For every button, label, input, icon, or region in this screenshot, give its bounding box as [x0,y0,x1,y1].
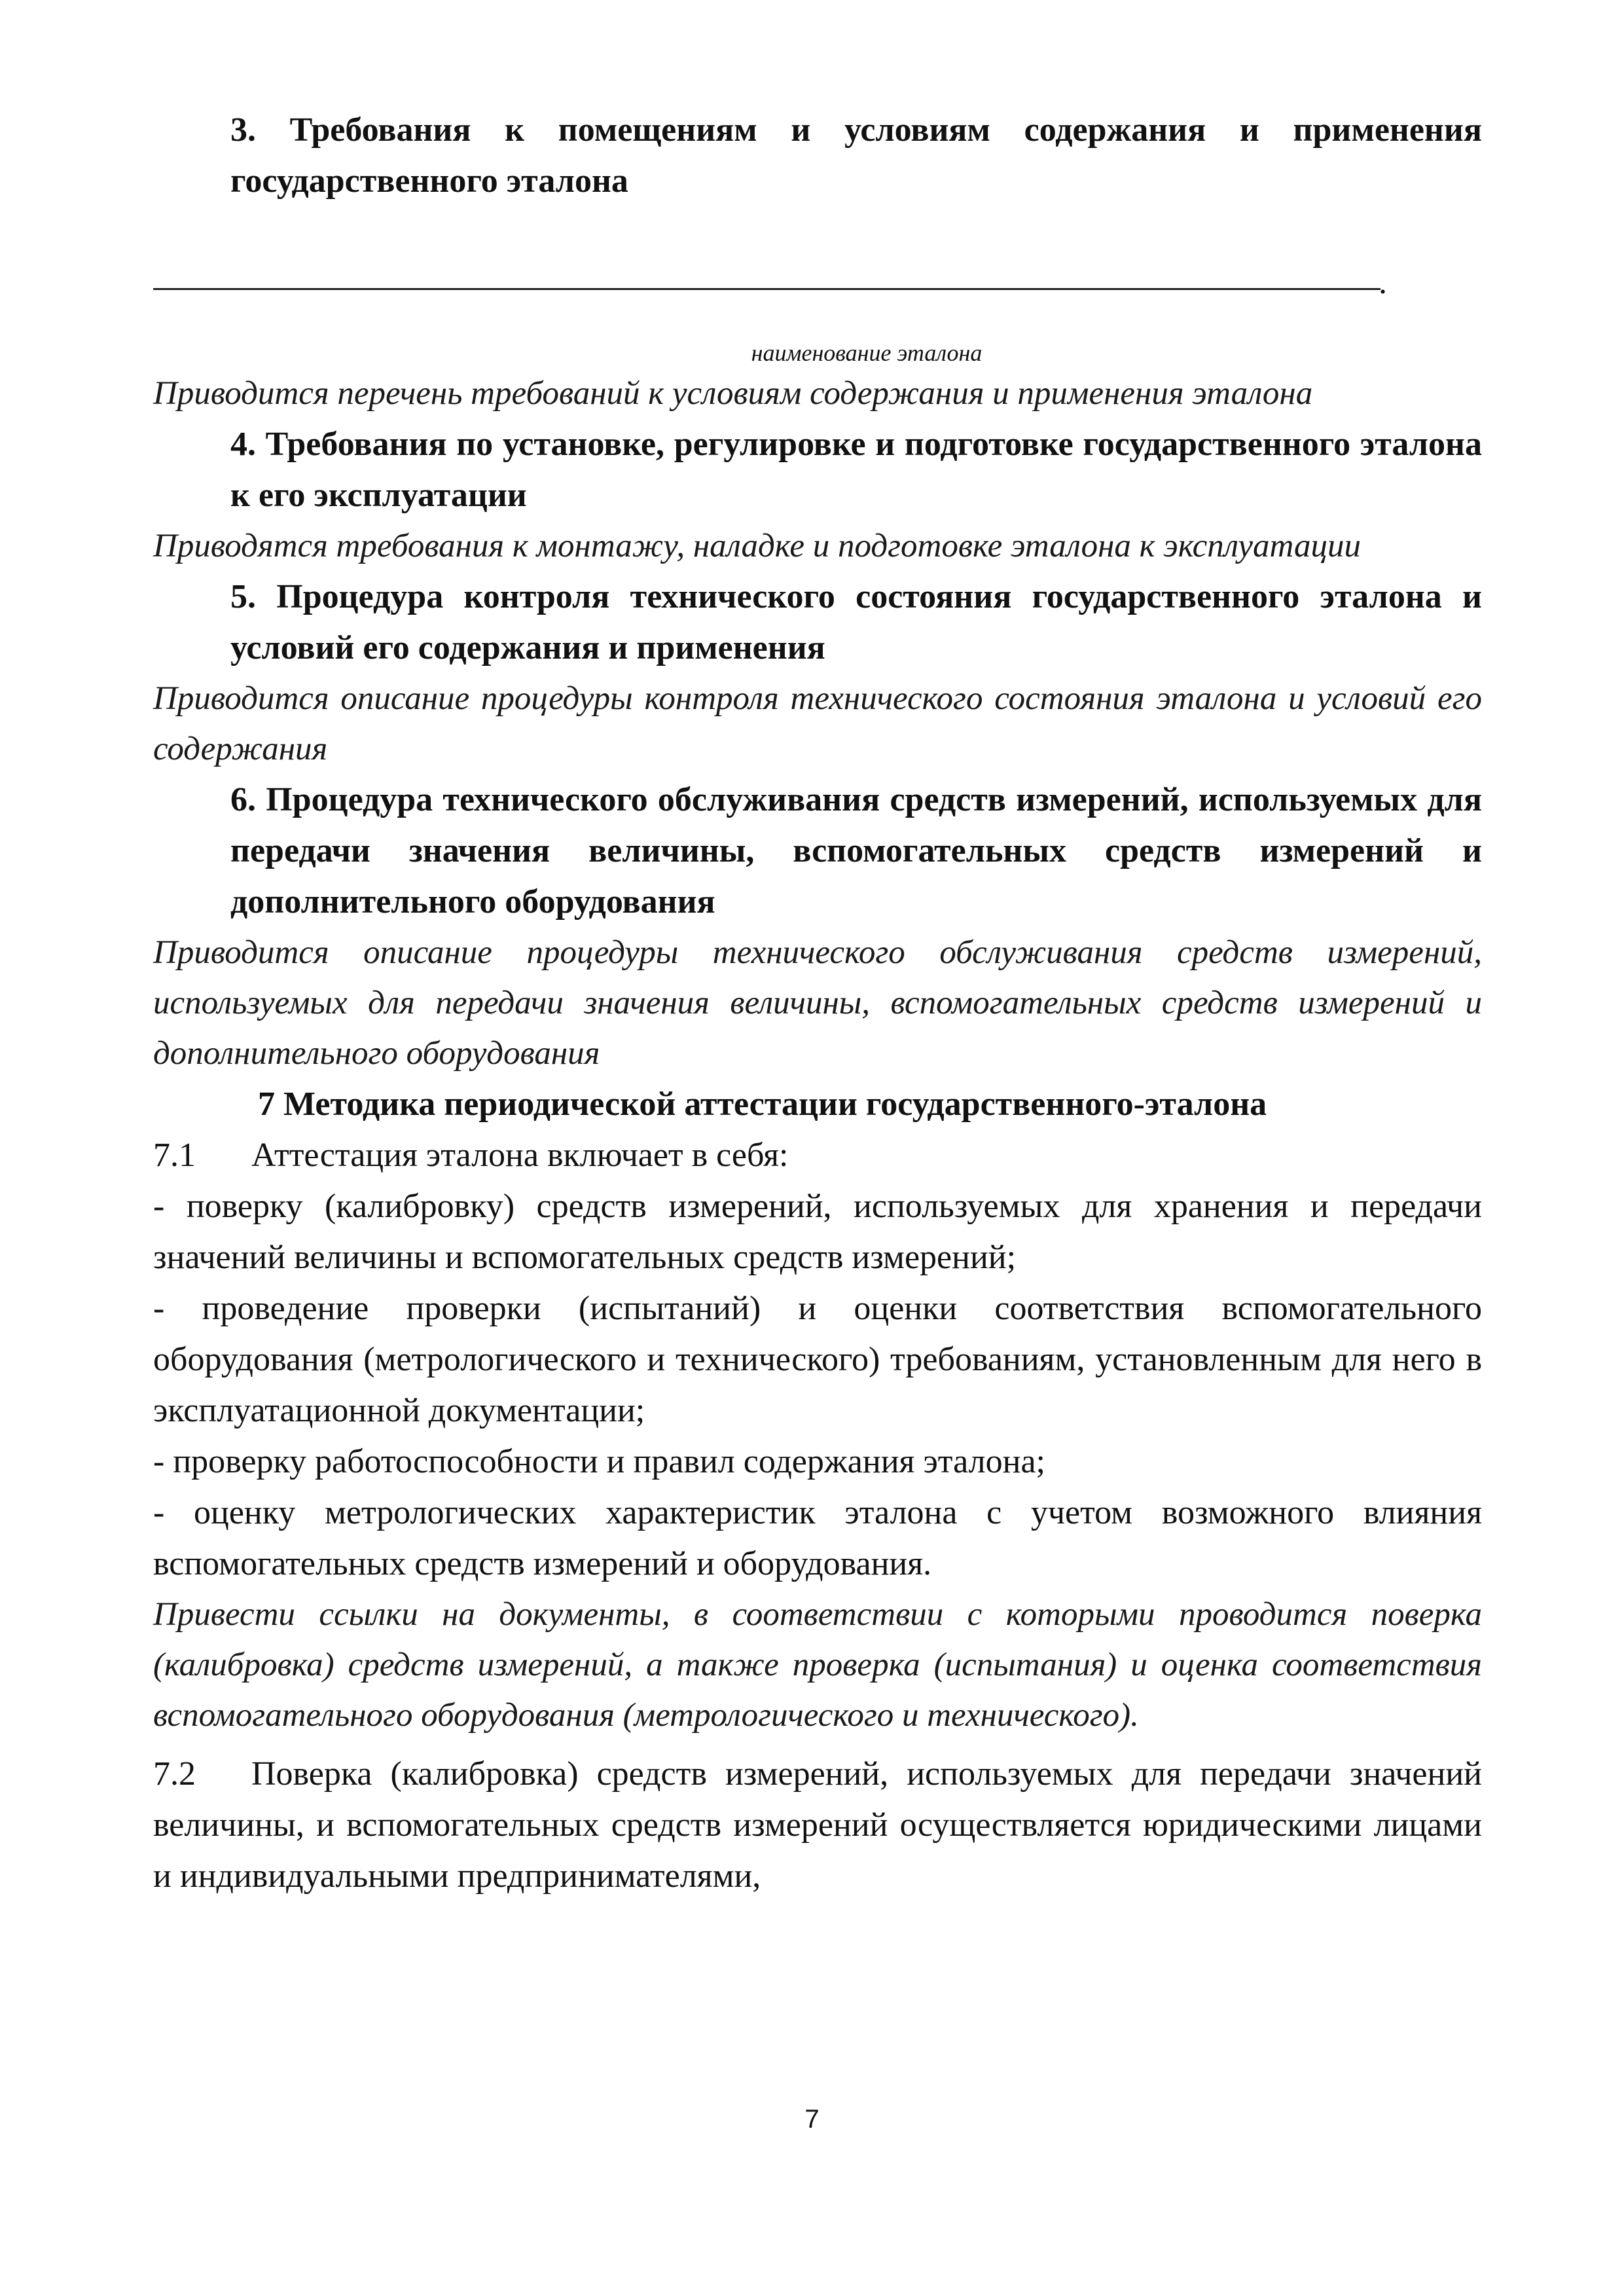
paragraph-7-2-text: Поверка (калибровка) средств измерений, используемых для передачи значений величины, и вспомогательных средств измерений осуществляется юридическими лицами и индивидуальными предпринимателями, [153,1755,1482,1895]
section-7-note: Привести ссылки на документы, в соответствии с которыми проводится поверка (калибровка) средств измерений, а также проверка (испытания) и оценка соответствия вспомогательного оборудования (метрологического и технического). [153,1596,1482,1734]
list-item: - проведение проверки (испытаний) и оценки соответствия вспомогательного оборудования (метрологического и технического) требованиям, установленным для него в эксплуатационной документации; [153,1290,1482,1429]
blank-line-caption: наименование эталона [751,340,983,366]
paragraph-7-1-number: 7.1 [153,1137,196,1174]
paragraph-7-2 [153,1749,1482,1902]
section-6-heading: 6. Процедура технического обслуживания средств измерений, используемых для передачи значения величины, вспомогательных средств измерений и дополнительного оборудования [230,781,1482,920]
blank-line-dot: . [1379,264,1387,301]
blank-standard-name-line [153,264,1387,301]
paragraph-7-2-number: 7.2 [153,1755,196,1793]
section-7-heading: 7 Методика периодической аттестации государственного-эталона [258,1085,1267,1123]
list-item: - проверку работоспособности и правил содержания эталона; [153,1443,1045,1480]
list-item: - поверку (калибровку) средств измерений, используемых для хранения и передачи значений величины и вспомогательных средств измерений; [153,1188,1482,1276]
section-3-heading: 3. Требования к помещениям и условиям содержания и применения государственного эталона [230,111,1482,200]
section-5-note: Приводится описание процедуры контроля технического состояния эталона и условий его содержания [153,680,1482,767]
page-number: 7 [804,2105,820,2134]
section-6-note: Приводится описание процедуры технического обслуживания средств измерений, используемых для передачи значения величины, вспомогательных средств измерений и дополнительного оборудования [153,934,1482,1072]
section-4-heading: 4. Требования по установке, регулировке и подготовке государственного эталона к его эксплуатации [230,426,1482,514]
list-item: - оценку метрологических характеристик эталона с учетом возможного влияния вспомогательных средств измерений и оборудования. [153,1494,1482,1582]
section-5-heading: 5. Процедура контроля технического состояния государственного эталона и условий его содержания и применения [230,578,1482,666]
section-4-note: Приводятся требования к монтажу, наладке и подготовке эталона к эксплуатации [153,528,1361,564]
paragraph-7-1-text: Аттестация эталона включает в себя: [251,1137,789,1174]
section-3-note: Приводится перечень требований к условиям содержания и применения эталона [153,375,1313,412]
document-page [153,105,1482,1902]
paragraph-7-1 [153,1130,1482,1181]
